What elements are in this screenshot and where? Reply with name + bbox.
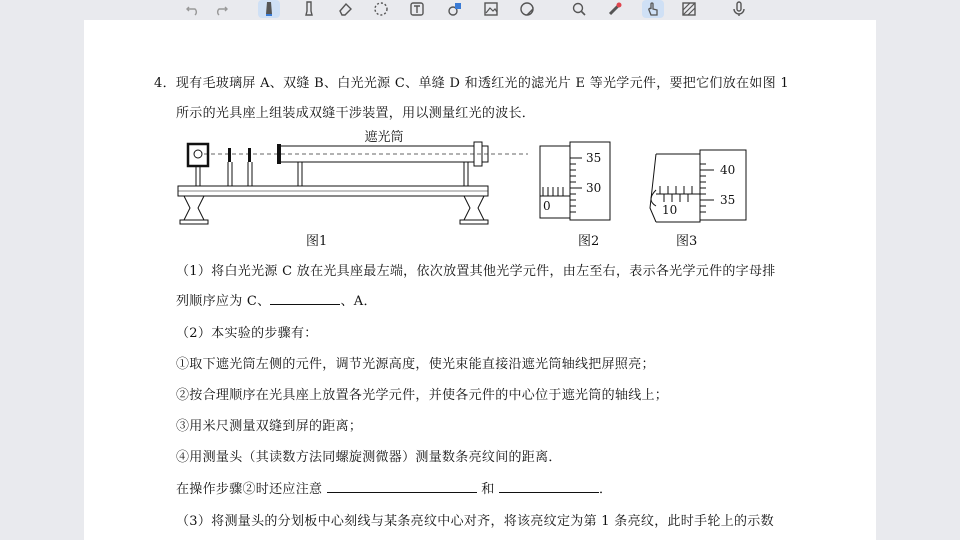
fig2-label-35: 35 xyxy=(586,151,602,165)
fig2-label-30: 30 xyxy=(586,181,602,195)
touch-icon[interactable] xyxy=(642,0,664,18)
sticker-icon[interactable] xyxy=(516,0,538,18)
answer-blank-3[interactable] xyxy=(499,480,599,493)
question-line-1: 4．现有毛玻璃屏 A、双缝 B、白光光源 C、单缝 D 和透红光的滤光片 E 等光学元件，要把它们放在如图 1 xyxy=(154,76,789,91)
part-1-prefix: 列顺序应为 C、 xyxy=(176,294,271,309)
part-2-title: （2）本实验的步骤有： xyxy=(176,326,318,341)
annotation-toolbar xyxy=(0,0,960,22)
fig3-label-35: 35 xyxy=(720,193,736,207)
shapes-icon[interactable] xyxy=(444,0,466,18)
laser-pointer-icon[interactable] xyxy=(604,0,626,18)
undo-icon[interactable] xyxy=(182,0,204,18)
figure-2-micrometer xyxy=(538,142,616,222)
pen-icon[interactable] xyxy=(258,0,280,18)
note-suffix: ． xyxy=(598,482,613,497)
figure-2-caption: 图2 xyxy=(578,234,600,249)
answer-blank-1[interactable] xyxy=(270,292,340,305)
answer-blank-2[interactable] xyxy=(327,480,477,493)
zoom-icon[interactable] xyxy=(568,0,590,18)
eraser-icon[interactable] xyxy=(334,0,356,18)
figure-1-caption: 图1 xyxy=(306,234,328,249)
image-icon[interactable] xyxy=(480,0,502,18)
part-1-line-2 xyxy=(176,290,377,309)
note-prefix: 在操作步骤②时还应注意 xyxy=(176,482,323,497)
part-1-suffix: 、A． xyxy=(340,294,377,309)
step-4: ④用测量头（其读数方法同螺旋测微器）测量数条亮纹间的距离． xyxy=(176,450,562,465)
tube-label: 遮光筒 xyxy=(364,130,404,145)
note-and: 和 xyxy=(481,482,495,497)
step-2: ②按合理顺序在光具座上放置各光学元件，并使各元件的中心位于遮光筒的轴线上； xyxy=(176,388,669,403)
part-1-line-1: （1）将白光光源 C 放在光具座最左端，依次放置其他光学元件，由左至右，表示各光学元件的字母排 xyxy=(176,264,776,279)
marker-icon[interactable] xyxy=(298,0,320,18)
ruler-icon[interactable] xyxy=(678,0,700,18)
figure-3-micrometer xyxy=(646,148,750,224)
text-box-icon[interactable] xyxy=(406,0,428,18)
part-3-line-1: （3）将测量头的分划板中心刻线与某条亮纹中心对齐，将该亮纹定为第 1 条亮纹，此时手轮上的示数 xyxy=(176,514,774,529)
step-1: ①取下遮光筒左侧的元件，调节光源高度，使光束能直接沿遮光筒轴线把屏照亮； xyxy=(176,357,655,372)
microphone-icon[interactable] xyxy=(728,0,750,18)
document-page xyxy=(84,20,876,540)
redo-icon[interactable] xyxy=(210,0,232,18)
fig2-zero-label: 0 xyxy=(543,199,551,213)
step-3: ③用米尺测量双缝到屏的距离； xyxy=(176,419,363,434)
fig3-label-40: 40 xyxy=(720,163,736,177)
fig3-label-10: 10 xyxy=(662,203,678,217)
question-line-2: 所示的光具座上组装成双缝干涉装置，用以测量红光的波长． xyxy=(176,106,536,121)
lasso-icon[interactable] xyxy=(370,0,392,18)
note-line xyxy=(176,478,612,497)
figure-1-optical-bench xyxy=(174,128,534,238)
figure-3-caption: 图3 xyxy=(676,234,698,249)
